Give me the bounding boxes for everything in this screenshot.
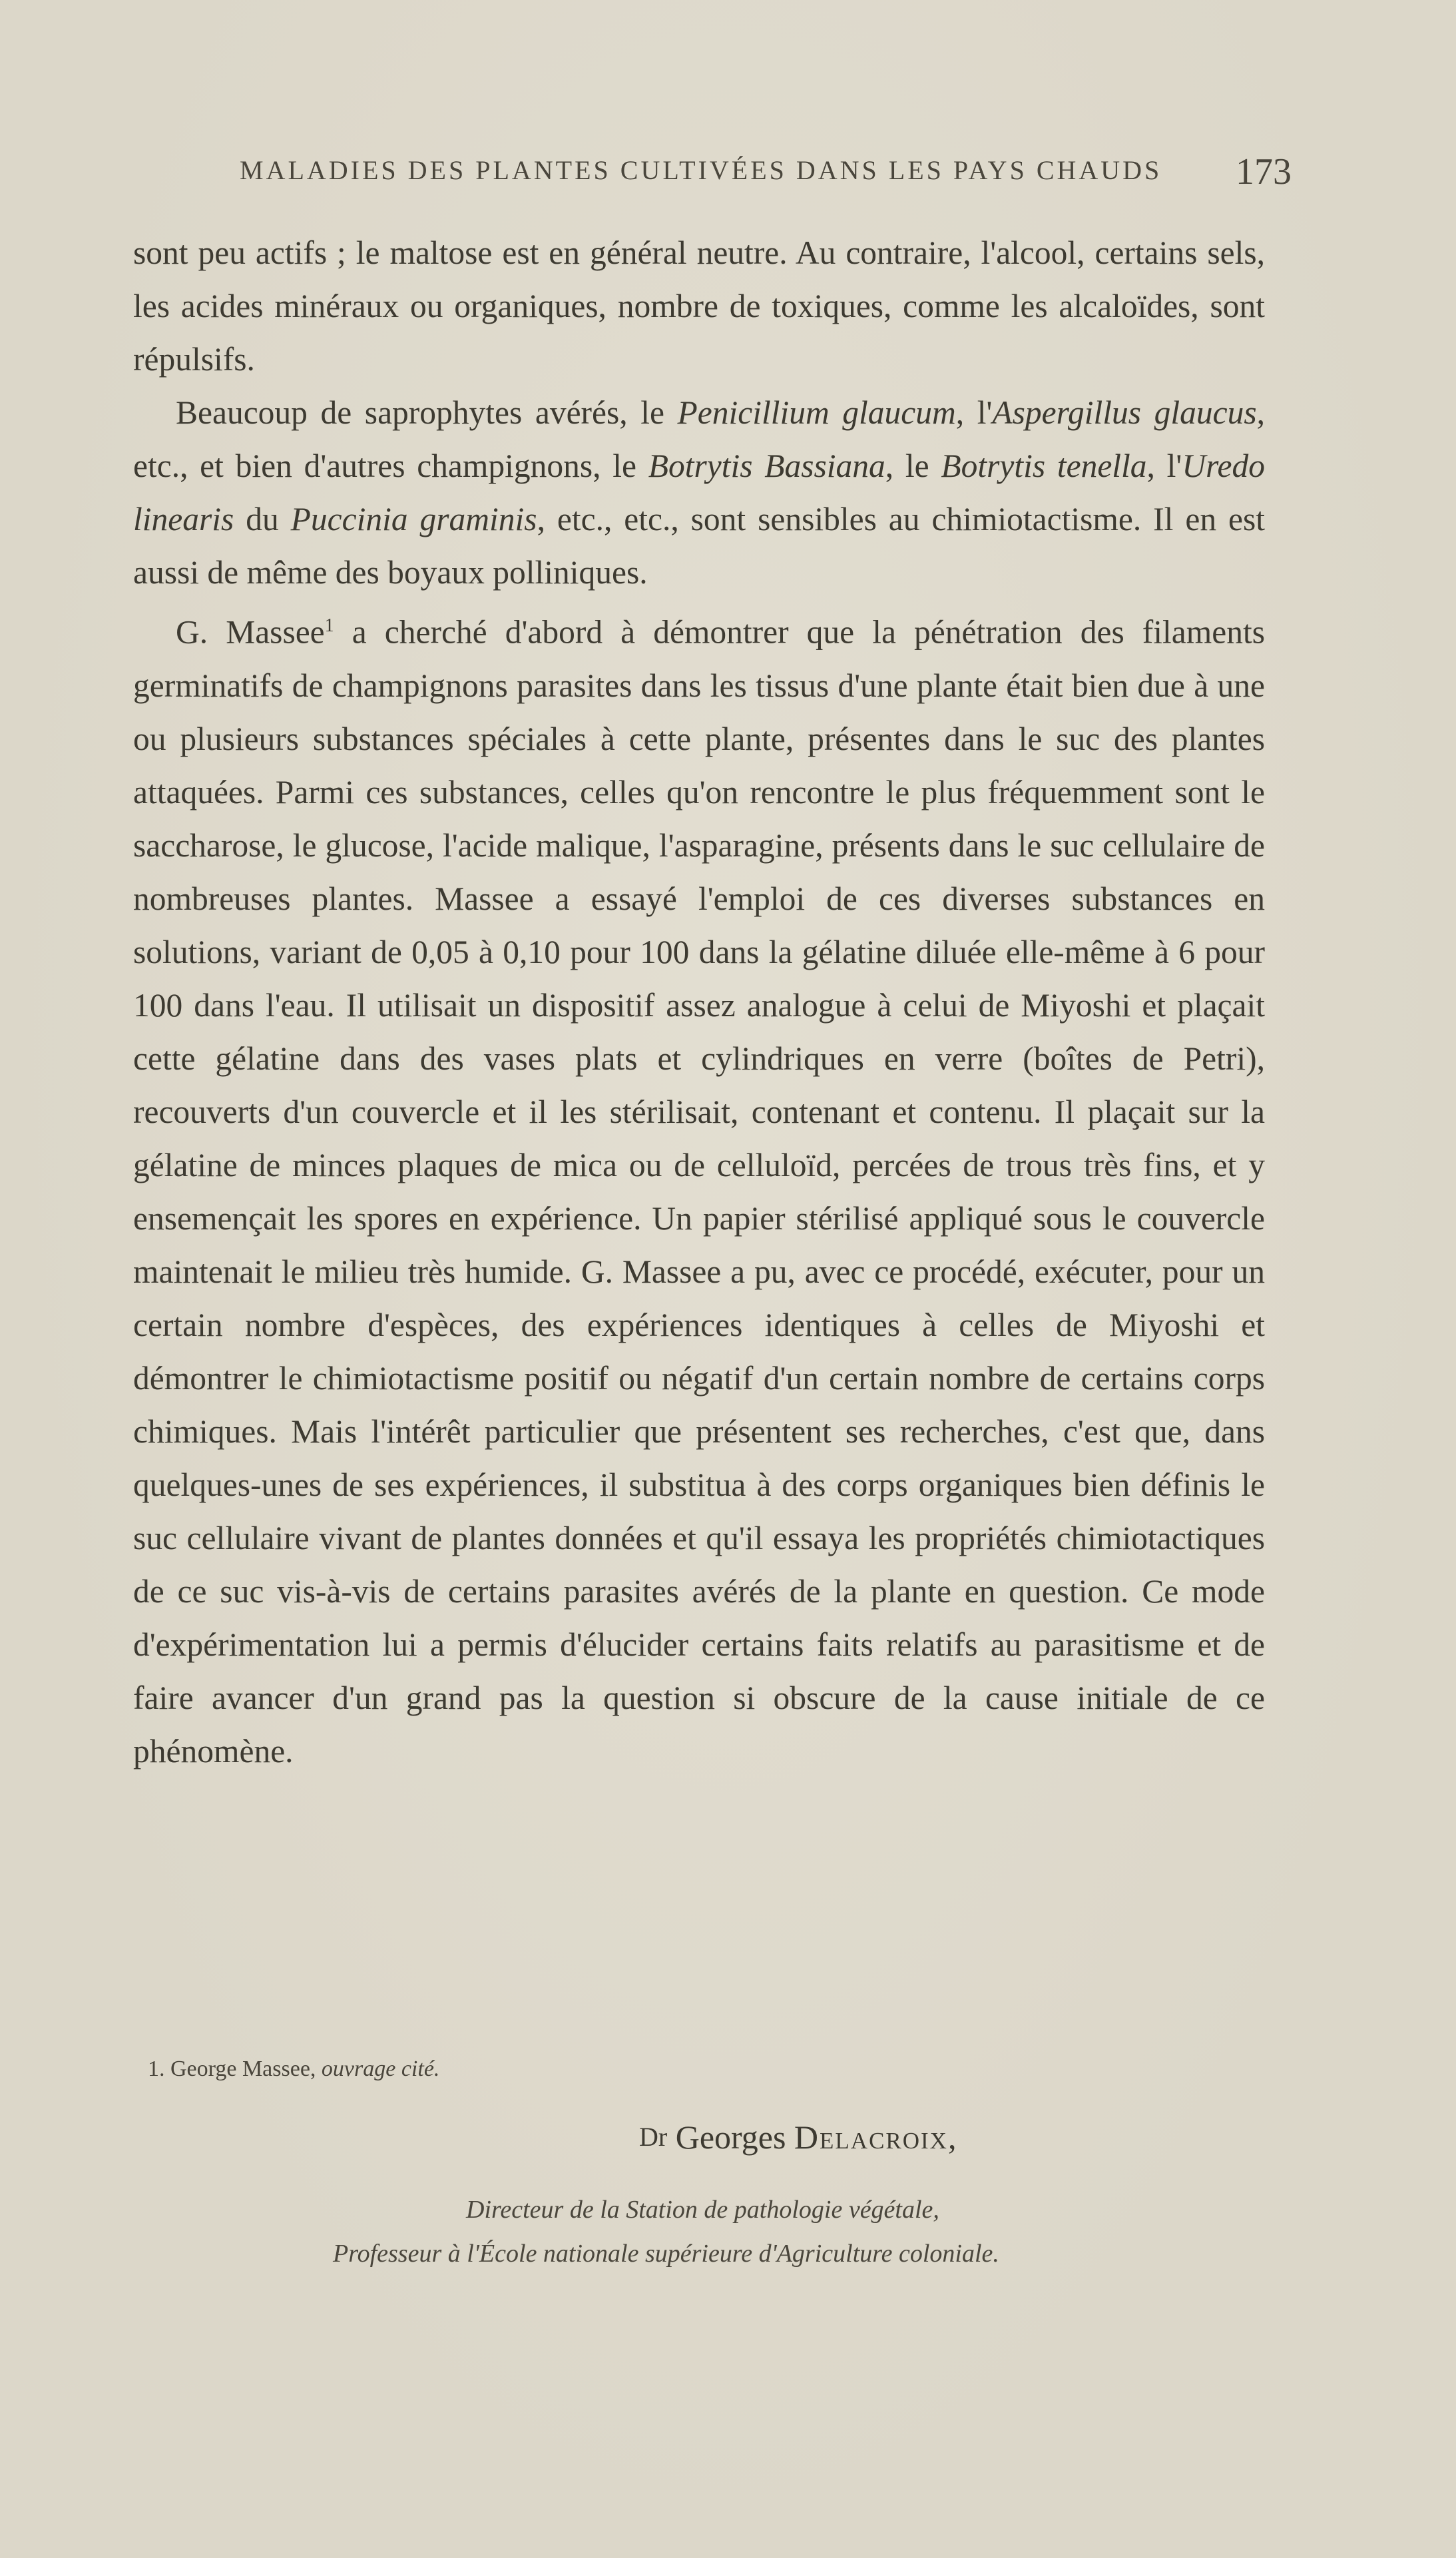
footnote-source: ouvrage cité. bbox=[321, 2057, 440, 2081]
signature-last-name: Delacroix, bbox=[794, 2118, 958, 2156]
paragraph-1-text: sont peu actifs ; le maltose est en général neutre. Au contraire, l'alcool, certains sels, les acides minéraux ou organiques, nombre de toxiques, comme les alcaloïdes, sont répulsifs. bbox=[133, 234, 1265, 378]
page-number: 173 bbox=[1236, 151, 1292, 192]
running-head bbox=[240, 151, 1332, 194]
footnote bbox=[148, 2057, 439, 2082]
signature-first-name: Georges bbox=[667, 2118, 794, 2156]
p3-text-b: a cherché d'abord à démontrer que la pénétration des filaments germinatifs de champignons parasites dans les tissus d'une plante était bien due à une ou plusieurs substances spéciales à cette plante, présentes dans le suc des plantes attaquées. Parmi ces substances, celles qu'on rencontre le plus fréquemment sont le saccharose, le glucose, l'acide malique, l'asparagine, présents dans le suc cellulaire de nombreuses plantes. Massee a essayé l'emploi de ces diverses substances en solutions, variant de 0,05 à 0,10 pour 100 dans la gélatine diluée elle-même à 6 pour 100 dans l'eau. Il utilisait un dispositif assez analogue à celui de Miyoshi et plaçait cette gélatine dans des vases plats et cylindriques en verre (boîtes de Petri), recouverts d'un couvercle et il les stérilisait, contenant et contenu. Il plaçait sur la gélatine de minces plaques de mica ou de celluloïd, percées de trous très fins, et y ensemençait les spores en expérience. Un papier stérilisé appliqué sous le couvercle maintenait le milieu très humide. G. Massee a pu, avec ce procédé, exécuter, pour un certain nombre d'espèces, des expériences identiques à celles de Miyoshi et démontrer le chimiotactisme positif ou négatif d'un certain nombre de certains corps chimiques. Mais l'intérêt particulier que présentent ses recherches, c'est que, dans quelques-unes de ses expériences, il substitua à des corps organiques bien définis le suc cellulaire vivant de plantes données et qu'il essaya les propriétés chimiotactiques de ce suc vis-à-vis de certains parasites avérés de la plante en question. Ce mode d'expérimentation lui a permis d'élucider certains faits relatifs au parasitisme et de faire avancer d'un grand pas la question si obscure de la cause initiale de ce phénomène. bbox=[133, 613, 1266, 1769]
p2-text-e: , l' bbox=[1146, 448, 1182, 484]
signature-role-1: Directeur de la Station de pathologie végétale, bbox=[466, 2196, 939, 2224]
p2-text-d: , le bbox=[885, 448, 941, 484]
species-botrytis-tenella: Botrytis tenella bbox=[941, 448, 1147, 484]
signature-title: Dr bbox=[639, 2122, 668, 2152]
species-botrytis-bassiana: Botrytis Bassiana bbox=[648, 448, 885, 484]
p3-text-a: G. Massee bbox=[176, 613, 325, 651]
p2-text-a: Beaucoup de saprophytes avérés, le bbox=[176, 394, 678, 431]
p2-text-b: , l' bbox=[955, 394, 993, 431]
p2-text-c: , etc., et bien d'autres champignons, le bbox=[133, 394, 1266, 484]
species-penicillium: Penicillium glaucum bbox=[677, 394, 956, 431]
signature-name bbox=[639, 2118, 957, 2156]
paragraph-2 bbox=[133, 386, 1265, 599]
species-puccinia: Puccinia graminis bbox=[290, 501, 537, 537]
footnote-number: 1. bbox=[148, 2057, 165, 2081]
footnote-ref: 1 bbox=[324, 615, 334, 636]
running-title: MALADIES DES PLANTES CULTIVÉES DANS LES PAYS CHAUDS bbox=[240, 155, 1162, 185]
p2-text-f: du bbox=[234, 501, 291, 537]
body-text bbox=[133, 226, 1265, 1778]
signature-role-2: Professeur à l'École nationale supérieure d'Agriculture coloniale. bbox=[333, 2240, 999, 2268]
footnote-author: George Massee, bbox=[164, 2057, 322, 2081]
species-aspergillus: Aspergillus glaucus bbox=[992, 394, 1257, 431]
p2-text-g: , etc., etc., sont sensibles au chimiotactisme. Il en est aussi de même des boyaux polliniques. bbox=[133, 501, 1266, 591]
paragraph-1 bbox=[133, 226, 1265, 386]
paragraph-3 bbox=[133, 599, 1265, 1778]
species-uredo: Uredo linearis bbox=[133, 448, 1265, 537]
